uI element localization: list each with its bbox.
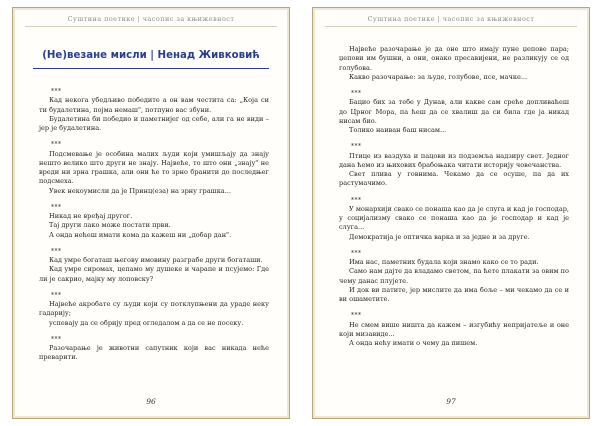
- title-underline: [33, 68, 269, 69]
- right-page: [312, 7, 590, 419]
- section-separator: ***: [51, 203, 62, 211]
- paragraph: А онда нећу имати о чему да пишем.: [349, 339, 478, 347]
- running-header-left: Суштина поетике | часопис за књижевност: [67, 15, 235, 23]
- page-number-left: 96: [146, 397, 156, 406]
- header-rule-left: [25, 26, 277, 27]
- section-separator: ***: [351, 312, 362, 320]
- paragraph: Тај други лако може постати први.: [49, 221, 171, 230]
- section-separator: ***: [51, 335, 62, 343]
- paragraph: успевају да се обрију пред огледалом а да се не посеку.: [49, 318, 244, 327]
- paragraph: Подсмевање је особина малих људи који умишљају да знају нешто велико што други не знају. Највеће, то што они „знају" не вреди ни зрна грашка, али они ће то зрно бранити до последњег подсмеха.: [39, 149, 269, 186]
- paragraph: Кад умре богаташ његову имовину разграбе други богаташи.: [49, 256, 263, 264]
- paragraph: Не смем више ништа да кажем – изгубићу непријатеље и оне који мизавиде...: [339, 320, 569, 338]
- paragraph: Какво разочарање: за људе, голубове, псе, мачке...: [349, 72, 528, 81]
- section-separator: ***: [351, 90, 362, 97]
- paragraph: Највеће акробате су људи који су потклупњени да ураде неку гадарију;: [39, 300, 269, 318]
- paragraph: Толико наиван баш нисам...: [349, 126, 447, 134]
- page-number-right: 97: [446, 397, 456, 406]
- running-header-right: Суштина поетике | часопис за књижевност: [367, 15, 535, 23]
- left-page-body: [39, 80, 269, 363]
- section-separator: ***: [51, 88, 62, 95]
- paragraph: И док ви патите, јер мислите да има боље – ми чекамо да се и ви ошаметите.: [339, 285, 569, 303]
- paragraph: А онда нећеш имати кома да кажеш ни „добар дан".: [49, 230, 232, 239]
- paragraph: Кад некога убедљиво победите а он вам честита са: „Која си ти будалетина, појма немаш", потпуно вас збуни.: [39, 96, 269, 114]
- paragraph: Демократија је оптичка варка и за једне и за друге.: [349, 232, 530, 241]
- paragraph: Свет плива у говнима. Чекамо да се осуше, па да их растумачимо.: [339, 170, 569, 188]
- paragraph: У монархији свако се понаша као да је слуга и кад је господар, у социјализму свако се понаша као да је господар и кад је слуга...: [339, 204, 569, 232]
- paragraph: Само нам дајте да владамо светом, па ћете плакати за овим по чему данас плујете.: [339, 267, 569, 285]
- section-separator: ***: [51, 141, 62, 149]
- section-separator: ***: [351, 249, 362, 257]
- article-title: (Не)везане мисли | Ненад Живковић: [42, 50, 260, 61]
- right-page-body: [339, 45, 569, 348]
- paragraph: Бацио бих за тебе у Дунав, али какве сам среће допливаћеш до Црног Мора, па ћеш да се хвалиш да си била где ја никад нисам био.: [339, 98, 569, 125]
- header-rule-right: [325, 26, 577, 27]
- paragraph: Птице из ваздуха и пацови из подземља надзиру свет. Једног дана ћемо из њихових брабоњака читати историју човечанства.: [339, 151, 569, 169]
- section-separator: ***: [351, 143, 362, 151]
- paragraph: Има нас, паметних будала који знамо како се то ради.: [349, 258, 539, 266]
- paragraph: Увек некоумисли да је Принц(еза) на зрну грашка...: [49, 186, 231, 195]
- paragraph: Највеће разочарање је да оне што имају пуне џепове пара; џепови им бушни, а они, онако пресавијени, не разликују се од голубова.: [339, 45, 569, 72]
- section-separator: ***: [51, 291, 62, 299]
- paragraph: Разочарање је животни сапутник који вас никада неће преварити.: [39, 344, 269, 362]
- paragraph: Будалетина би победио и паметнијег од себе, али га не види – јер је будалетина.: [39, 114, 269, 132]
- left-page: [12, 7, 290, 419]
- section-separator: ***: [51, 247, 62, 255]
- section-separator: ***: [351, 196, 362, 204]
- paragraph: Никад не вређај другог.: [49, 212, 133, 220]
- paragraph: Кад умре сиромах, цепамо му душеке и чарапе и псујемо: Где ли је сакрио, мајку му лоповску?: [39, 265, 269, 283]
